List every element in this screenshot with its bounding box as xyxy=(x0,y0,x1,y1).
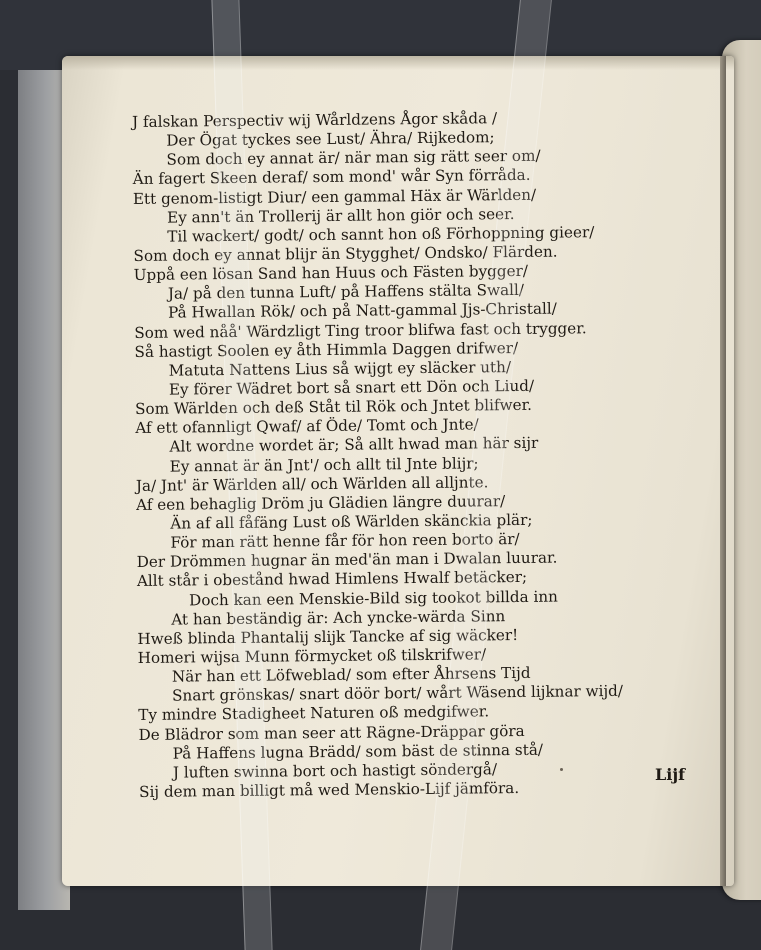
poem-line: At han beständig är: Ach yncke-wärda Sinn xyxy=(171,606,506,629)
poem-line: Der Ögat tyckes see Lust/ Ähra/ Rijkedom; xyxy=(166,128,495,150)
poem-line: Ey ann't än Trollerij är allt hon giör och seer. xyxy=(167,204,515,227)
poem-line: Allt står i obestånd hwad Himlens Hwalf betäcker; xyxy=(136,568,528,591)
page-gutter xyxy=(720,56,726,886)
poem-line: Uppå een lösan Sand han Huus och Fästen bygger/ xyxy=(133,261,529,285)
poem-line: Som doch ey annat är/ när man sig rätt seer om/ xyxy=(166,147,541,169)
poem-line: Än fagert Skeen deraf/ som mond' wår Syn förråda. xyxy=(132,166,531,189)
poem-line: Ey förer Wädret bort så snart ett Dön och Liud/ xyxy=(168,376,535,399)
poem-line: Doch kan een Menskie-Bild sig tookot billda inn xyxy=(189,587,558,609)
poem-line: Ett genom-listigt Diur/ een gammal Häx är Wärlden/ xyxy=(132,185,537,208)
page-top-shadow xyxy=(62,56,734,70)
poem-line: Som wed nåå' Wärdzligt Ting troor blifwa fast och trygger. xyxy=(134,318,587,342)
poem-line: J luften swinna bort och hastigt söndergå/ xyxy=(172,759,498,782)
poem-line: Matuta Nattens Lius så wijgt ey släcker uth/ xyxy=(168,357,512,380)
poem-line: Snart grönskas/ snart döör bort/ wårt Wäsend lijknar wijd/ xyxy=(172,682,624,705)
poem-line: På Hwallan Rök/ och på Natt-gammal Jjs-Christall/ xyxy=(168,299,557,323)
poem-line: Hweß blinda Phantalij slijk Tancke af sig wäcker! xyxy=(137,625,519,648)
poem-line: Ty mindre Stadigheet Naturen oß medgifwer. xyxy=(138,702,490,725)
poem-line: Som Wärlden och deß Ståt til Rök och Jntet blifwer. xyxy=(135,395,533,419)
poem-line: När han ett Löfweblad/ som efter Åhrsens Tijd xyxy=(171,663,531,686)
poem-line: Af een behaglig Dröm ju Glädien längre duurar/ xyxy=(136,491,506,514)
poem-line: Homeri wijsa Munn förmycket oß tilskrifwer/ xyxy=(137,645,487,667)
poem-text xyxy=(132,107,699,802)
poem-line: J falskan Perspectiv wij Wårldzens Ågor skåda / xyxy=(132,109,498,131)
poem-line: Ja/ på den tunna Luft/ på Haffens stälta Swall/ xyxy=(167,281,525,303)
poem-line: Af ett ofannligt Qwaf/ af Öde/ Tomt och Jnte/ xyxy=(135,415,479,438)
poem-line: Der Drömmen hugnar än med'än man i Dwalan luurar. xyxy=(136,548,558,572)
poem-line: På Haffens lugna Brädd/ som bäst de stinna stå/ xyxy=(172,740,544,763)
poem-line: Alt wordne wordet är; Så allt hwad man här sijr xyxy=(169,434,539,457)
poem-line: Sij dem man billigt må wed Menskio-Lijf jämföra. xyxy=(139,778,520,801)
poem-line: Så hastigt Soolen ey åth Himmla Daggen drifwer/ xyxy=(134,338,519,361)
poem-line: Ja/ Jnt' är Wärlden all/ och Wärlden all alljnte. xyxy=(135,472,489,495)
poem-line: Än af all fåfäng Lust oß Wärlden skänckia plär; xyxy=(170,510,533,533)
poem-line: Som doch ey annat blijr än Stygghet/ Ondsko/ Flärden. xyxy=(133,242,558,265)
poem-line: Til wackert/ godt/ och sannt hon oß Förhoppning gieer/ xyxy=(167,223,595,246)
catchword: Lijf xyxy=(655,765,685,784)
poem-line: Ey annat är än Jnt'/ och allt til Jnte blijr; xyxy=(169,453,479,476)
poem-line: För man rätt henne får för hon reen borto är/ xyxy=(170,530,520,552)
poem-line: De Blädror som man seer att Rägne-Dräppar göra xyxy=(138,721,525,744)
